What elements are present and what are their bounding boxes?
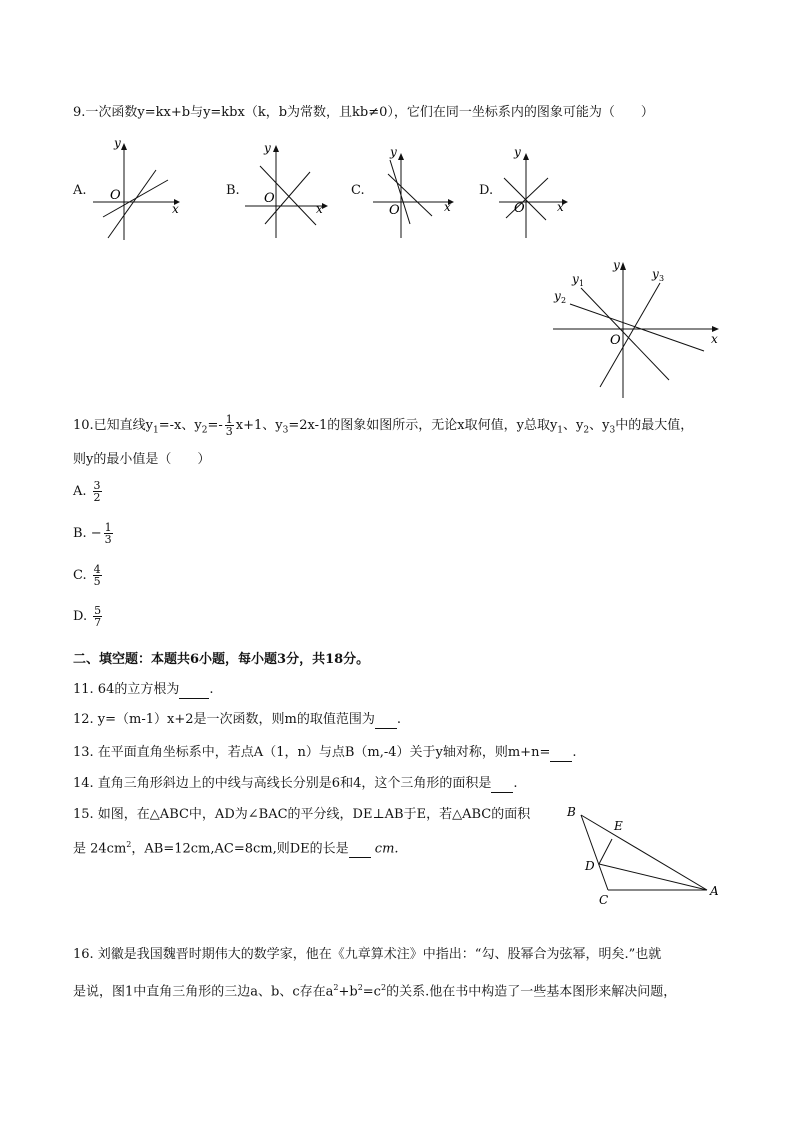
q9-option-d-label: D. [479, 183, 494, 198]
q10-y3-sub: 3 [659, 274, 665, 283]
q10-y2-sub: 2 [561, 296, 567, 305]
q10-option-a[interactable]: A. $\frac{3}{2}$ [73, 479, 101, 504]
q11-answer-blank[interactable] [179, 698, 209, 699]
q12: 12. y=（m-1）x+2是一次函数，则m的取值范围为 . [73, 712, 401, 727]
q15-answer-blank[interactable] [349, 857, 371, 858]
q9-d-y-label: y [514, 145, 521, 159]
q9-b-y-label: y [264, 141, 271, 155]
q9-b-x-label: x [316, 202, 323, 216]
q9-graph-a [88, 138, 188, 243]
q9-option-c-label: C. [351, 183, 365, 198]
q9-option-a-label: A. [73, 183, 87, 198]
q13-answer-blank[interactable] [550, 761, 572, 762]
q9-a-x-label: x [172, 202, 179, 216]
q15-point-b: B [567, 805, 576, 819]
q9-c-origin-label: O [389, 203, 400, 218]
q14-answer-blank[interactable] [491, 792, 513, 793]
q14: 14. 直角三角形斜边上的中线与高线长分别是6和4，这个三角形的面积是 . [73, 776, 518, 791]
q9-c-y-label: y [390, 145, 397, 159]
q10-origin-label: O [610, 333, 621, 348]
q10-stem-line2: 则y的最小值是（ ） [73, 452, 211, 467]
q9-a-y-label: y [114, 138, 121, 150]
q12-answer-blank[interactable] [375, 728, 397, 729]
q10-y1-label: y [572, 272, 579, 286]
q16-line2: 是说，图1中直角三角形的三边a、b、c存在$a^2+b^2=c^2$的关系.他在书中构造了一些基本图形来解决问题， [73, 983, 677, 1000]
q9-a-origin-label: O [110, 188, 121, 203]
q15-line2: 是 $24cm^2$，AB=12cm,AC=8cm,则DE的长是 cm. [73, 840, 399, 857]
section2-heading: 二、填空题：本题共6小题，每小题3分，共18分。 [73, 652, 370, 667]
q9-graph-c [368, 140, 468, 240]
q15-point-d: D [585, 859, 595, 873]
q15-point-a: A [710, 884, 719, 898]
q9-option-b-label: B. [226, 183, 240, 198]
q9-graph-b [240, 140, 340, 240]
q15-point-e: E [614, 819, 623, 833]
q10-graph [548, 256, 728, 401]
q10-y2-label: y [554, 289, 561, 303]
q10-y1-sub: 1 [579, 279, 585, 288]
q10-y-axis-label: y [613, 258, 620, 272]
q9-d-x-label: x [557, 200, 564, 214]
q10-option-d[interactable]: D. $\frac{5}{7}$ [73, 604, 102, 629]
q13: 13. 在平面直角坐标系中，若点A（1，n）与点B（m,-4）关于y轴对称，则m+n= . [73, 745, 577, 760]
q9-d-origin-label: O [514, 201, 525, 216]
q10-stem-line1: 10.已知直线$y_1=-x$、$y_2=-$ $\frac{1}{3}$ x+1、$y_3=2x-1$的图象如图所示，无论x取何值，y总取$y_1$、$y_2$、$y_3$中的最大值， [73, 413, 694, 438]
q10-x-axis-label: x [711, 332, 718, 346]
q10-option-c[interactable]: C. $\frac{4}{5}$ [73, 563, 101, 588]
q15-line1: 15. 如图，在△ABC中，AD为∠BAC的平分线，DE⊥AB于E，若△ABC的面积 [73, 807, 531, 822]
q16-line1: 16. 刘徽是我国魏晋时期伟大的数学家，他在《九章算术注》中指出：“勾、股幂合为弦幂，明矣.”也就 [73, 947, 662, 962]
q11: 11. 64的立方根为 . [73, 682, 214, 697]
q9-graph-d [494, 140, 594, 240]
q9-b-origin-label: O [264, 191, 275, 206]
q9-stem: 9.一次函数y=kx+b与y=kbx（k，b为常数，且kb≠0），它们在同一坐标系内的图象可能为（ ） [73, 105, 654, 120]
q9-c-x-label: x [444, 200, 451, 214]
q10-y3-label: y [652, 267, 659, 281]
q15-point-c: C [599, 893, 609, 907]
q10-option-b[interactable]: B. − $\frac{1}{3}$ [73, 521, 112, 546]
q15-triangle-figure [562, 800, 732, 910]
